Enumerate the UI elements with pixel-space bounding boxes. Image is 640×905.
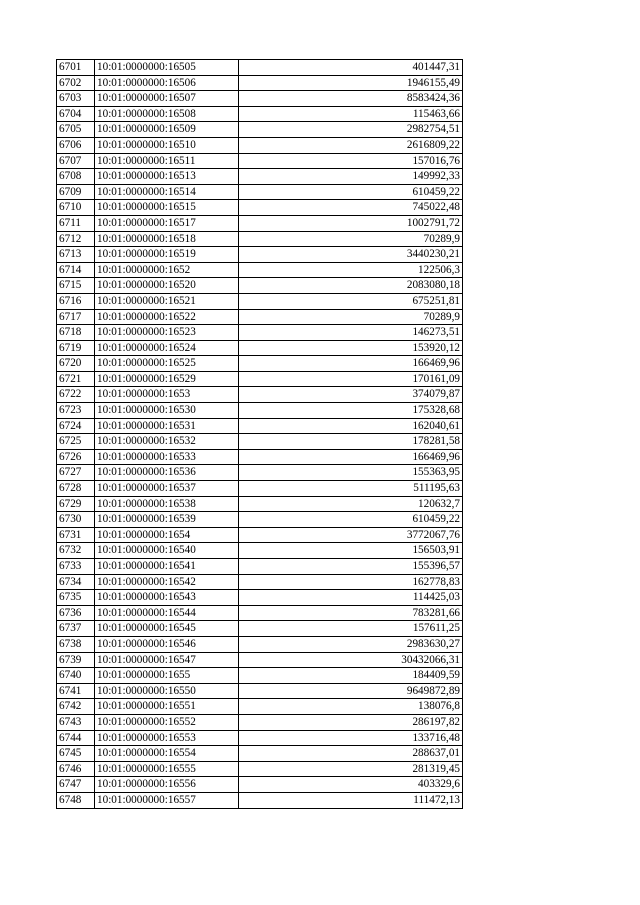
table-row <box>57 418 463 434</box>
row-number-cell: 6743 <box>57 714 95 730</box>
cadastral-number-cell: 10:01:0000000:16509 <box>95 122 239 138</box>
cadastral-number-cell: 10:01:0000000:16552 <box>95 714 239 730</box>
cadastral-number-cell: 10:01:0000000:16515 <box>95 200 239 216</box>
row-number-cell: 6736 <box>57 605 95 621</box>
value-cell: 610459,22 <box>239 512 463 528</box>
cadastral-number-cell: 10:01:0000000:16513 <box>95 169 239 185</box>
cadastral-number-cell: 10:01:0000000:16550 <box>95 683 239 699</box>
value-cell: 3440230,21 <box>239 247 463 263</box>
cadastral-number-cell: 10:01:0000000:16539 <box>95 512 239 528</box>
row-number-cell: 6713 <box>57 247 95 263</box>
row-number-cell: 6721 <box>57 371 95 387</box>
table-row <box>57 699 463 715</box>
value-cell: 8583424,36 <box>239 91 463 107</box>
value-cell: 162778,83 <box>239 574 463 590</box>
table-row <box>57 247 463 263</box>
row-number-cell: 6705 <box>57 122 95 138</box>
table-row <box>57 652 463 668</box>
row-number-cell: 6715 <box>57 278 95 294</box>
cadastral-number-cell: 10:01:0000000:16542 <box>95 574 239 590</box>
row-number-cell: 6702 <box>57 75 95 91</box>
cadastral-number-cell: 10:01:0000000:16554 <box>95 746 239 762</box>
table-row <box>57 106 463 122</box>
row-number-cell: 6746 <box>57 761 95 777</box>
table-row <box>57 481 463 497</box>
table-row <box>57 60 463 76</box>
value-cell: 156503,91 <box>239 543 463 559</box>
value-cell: 1002791,72 <box>239 215 463 231</box>
value-cell: 3772067,76 <box>239 527 463 543</box>
table-row <box>57 746 463 762</box>
row-number-cell: 6735 <box>57 590 95 606</box>
value-cell: 133716,48 <box>239 730 463 746</box>
row-number-cell: 6726 <box>57 449 95 465</box>
cadastral-number-cell: 10:01:0000000:16532 <box>95 434 239 450</box>
cadastral-number-cell: 10:01:0000000:16551 <box>95 699 239 715</box>
table-row <box>57 683 463 699</box>
row-number-cell: 6733 <box>57 559 95 575</box>
cadastral-number-cell: 10:01:0000000:16553 <box>95 730 239 746</box>
table-row <box>57 262 463 278</box>
cadastral-number-cell: 10:01:0000000:16523 <box>95 325 239 341</box>
cadastral-number-cell: 10:01:0000000:16543 <box>95 590 239 606</box>
table-row <box>57 527 463 543</box>
row-number-cell: 6710 <box>57 200 95 216</box>
value-cell: 122506,3 <box>239 262 463 278</box>
table-row <box>57 137 463 153</box>
value-cell: 162040,61 <box>239 418 463 434</box>
table-row <box>57 668 463 684</box>
table-row <box>57 293 463 309</box>
value-cell: 166469,96 <box>239 356 463 372</box>
table-row <box>57 169 463 185</box>
table-row <box>57 761 463 777</box>
row-number-cell: 6703 <box>57 91 95 107</box>
row-number-cell: 6701 <box>57 60 95 76</box>
value-cell: 783281,66 <box>239 605 463 621</box>
cadastral-number-cell: 10:01:0000000:16510 <box>95 137 239 153</box>
cadastral-number-cell: 10:01:0000000:16507 <box>95 91 239 107</box>
cadastral-number-cell: 10:01:0000000:16506 <box>95 75 239 91</box>
value-cell: 166469,96 <box>239 449 463 465</box>
table-row <box>57 387 463 403</box>
table-row <box>57 777 463 793</box>
value-cell: 281319,45 <box>239 761 463 777</box>
value-cell: 153920,12 <box>239 340 463 356</box>
row-number-cell: 6738 <box>57 636 95 652</box>
table-body <box>57 60 463 809</box>
cadastral-number-cell: 10:01:0000000:16508 <box>95 106 239 122</box>
table-row <box>57 122 463 138</box>
value-cell: 2083080,18 <box>239 278 463 294</box>
value-cell: 111472,13 <box>239 792 463 808</box>
value-cell: 675251,81 <box>239 293 463 309</box>
row-number-cell: 6742 <box>57 699 95 715</box>
row-number-cell: 6718 <box>57 325 95 341</box>
table-row <box>57 465 463 481</box>
row-number-cell: 6722 <box>57 387 95 403</box>
cadastral-number-cell: 10:01:0000000:1654 <box>95 527 239 543</box>
value-cell: 610459,22 <box>239 184 463 200</box>
row-number-cell: 6711 <box>57 215 95 231</box>
cadastral-number-cell: 10:01:0000000:16514 <box>95 184 239 200</box>
cadastral-number-cell: 10:01:0000000:16519 <box>95 247 239 263</box>
row-number-cell: 6717 <box>57 309 95 325</box>
cadastral-number-cell: 10:01:0000000:16540 <box>95 543 239 559</box>
cadastral-number-cell: 10:01:0000000:1653 <box>95 387 239 403</box>
cadastral-number-cell: 10:01:0000000:16521 <box>95 293 239 309</box>
cadastral-number-cell: 10:01:0000000:16541 <box>95 559 239 575</box>
table-row <box>57 714 463 730</box>
row-number-cell: 6727 <box>57 465 95 481</box>
value-cell: 2982754,51 <box>239 122 463 138</box>
value-cell: 155363,95 <box>239 465 463 481</box>
value-cell: 175328,68 <box>239 403 463 419</box>
value-cell: 155396,57 <box>239 559 463 575</box>
cadastral-number-cell: 10:01:0000000:16556 <box>95 777 239 793</box>
table-row <box>57 559 463 575</box>
value-cell: 70289,9 <box>239 309 463 325</box>
table-row <box>57 636 463 652</box>
table-row <box>57 309 463 325</box>
row-number-cell: 6708 <box>57 169 95 185</box>
row-number-cell: 6716 <box>57 293 95 309</box>
row-number-cell: 6707 <box>57 153 95 169</box>
table-row <box>57 200 463 216</box>
value-cell: 70289,9 <box>239 231 463 247</box>
row-number-cell: 6728 <box>57 481 95 497</box>
value-cell: 120632,7 <box>239 496 463 512</box>
value-cell: 184409,59 <box>239 668 463 684</box>
row-number-cell: 6712 <box>57 231 95 247</box>
table-row <box>57 496 463 512</box>
row-number-cell: 6723 <box>57 403 95 419</box>
table-row <box>57 434 463 450</box>
cadastral-number-cell: 10:01:0000000:16536 <box>95 465 239 481</box>
table-row <box>57 340 463 356</box>
table-row <box>57 543 463 559</box>
table-row <box>57 325 463 341</box>
table-row <box>57 512 463 528</box>
value-cell: 1946155,49 <box>239 75 463 91</box>
cadastral-number-cell: 10:01:0000000:16530 <box>95 403 239 419</box>
table-row <box>57 574 463 590</box>
cadastral-number-cell: 10:01:0000000:16531 <box>95 418 239 434</box>
table-row <box>57 730 463 746</box>
cadastral-number-cell: 10:01:0000000:16545 <box>95 621 239 637</box>
row-number-cell: 6730 <box>57 512 95 528</box>
value-cell: 115463,66 <box>239 106 463 122</box>
table-row <box>57 792 463 808</box>
table-row <box>57 590 463 606</box>
row-number-cell: 6739 <box>57 652 95 668</box>
row-number-cell: 6706 <box>57 137 95 153</box>
table-row <box>57 153 463 169</box>
table-row <box>57 356 463 372</box>
row-number-cell: 6737 <box>57 621 95 637</box>
row-number-cell: 6719 <box>57 340 95 356</box>
cadastral-number-cell: 10:01:0000000:16511 <box>95 153 239 169</box>
data-table <box>56 59 463 809</box>
table-row <box>57 449 463 465</box>
value-cell: 157611,25 <box>239 621 463 637</box>
cadastral-number-cell: 10:01:0000000:16544 <box>95 605 239 621</box>
value-cell: 170161,09 <box>239 371 463 387</box>
value-cell: 288637,01 <box>239 746 463 762</box>
row-number-cell: 6745 <box>57 746 95 762</box>
table-row <box>57 403 463 419</box>
row-number-cell: 6740 <box>57 668 95 684</box>
cadastral-number-cell: 10:01:0000000:16524 <box>95 340 239 356</box>
table-row <box>57 621 463 637</box>
table-row <box>57 215 463 231</box>
table-row <box>57 231 463 247</box>
row-number-cell: 6744 <box>57 730 95 746</box>
value-cell: 403329,6 <box>239 777 463 793</box>
cadastral-number-cell: 10:01:0000000:1652 <box>95 262 239 278</box>
value-cell: 511195,63 <box>239 481 463 497</box>
row-number-cell: 6704 <box>57 106 95 122</box>
cadastral-number-cell: 10:01:0000000:1655 <box>95 668 239 684</box>
row-number-cell: 6748 <box>57 792 95 808</box>
table-row <box>57 605 463 621</box>
value-cell: 401447,31 <box>239 60 463 76</box>
value-cell: 138076,8 <box>239 699 463 715</box>
cadastral-number-cell: 10:01:0000000:16546 <box>95 636 239 652</box>
table-row <box>57 75 463 91</box>
row-number-cell: 6709 <box>57 184 95 200</box>
value-cell: 2616809,22 <box>239 137 463 153</box>
value-cell: 9649872,89 <box>239 683 463 699</box>
value-cell: 745022,48 <box>239 200 463 216</box>
cadastral-number-cell: 10:01:0000000:16555 <box>95 761 239 777</box>
cadastral-number-cell: 10:01:0000000:16533 <box>95 449 239 465</box>
row-number-cell: 6720 <box>57 356 95 372</box>
cadastral-number-cell: 10:01:0000000:16525 <box>95 356 239 372</box>
row-number-cell: 6731 <box>57 527 95 543</box>
cadastral-number-cell: 10:01:0000000:16537 <box>95 481 239 497</box>
cadastral-number-cell: 10:01:0000000:16518 <box>95 231 239 247</box>
row-number-cell: 6734 <box>57 574 95 590</box>
value-cell: 146273,51 <box>239 325 463 341</box>
row-number-cell: 6725 <box>57 434 95 450</box>
table-row <box>57 371 463 387</box>
cadastral-number-cell: 10:01:0000000:16547 <box>95 652 239 668</box>
value-cell: 30432066,31 <box>239 652 463 668</box>
table-row <box>57 278 463 294</box>
cadastral-number-cell: 10:01:0000000:16529 <box>95 371 239 387</box>
table-row <box>57 184 463 200</box>
cadastral-number-cell: 10:01:0000000:16538 <box>95 496 239 512</box>
row-number-cell: 6729 <box>57 496 95 512</box>
row-number-cell: 6747 <box>57 777 95 793</box>
row-number-cell: 6724 <box>57 418 95 434</box>
value-cell: 286197,82 <box>239 714 463 730</box>
cadastral-number-cell: 10:01:0000000:16505 <box>95 60 239 76</box>
value-cell: 157016,76 <box>239 153 463 169</box>
value-cell: 2983630,27 <box>239 636 463 652</box>
value-cell: 178281,58 <box>239 434 463 450</box>
cadastral-number-cell: 10:01:0000000:16557 <box>95 792 239 808</box>
row-number-cell: 6741 <box>57 683 95 699</box>
value-cell: 374079,87 <box>239 387 463 403</box>
row-number-cell: 6732 <box>57 543 95 559</box>
value-cell: 114425,03 <box>239 590 463 606</box>
cadastral-number-cell: 10:01:0000000:16520 <box>95 278 239 294</box>
cadastral-number-cell: 10:01:0000000:16517 <box>95 215 239 231</box>
value-cell: 149992,33 <box>239 169 463 185</box>
row-number-cell: 6714 <box>57 262 95 278</box>
table-row <box>57 91 463 107</box>
cadastral-number-cell: 10:01:0000000:16522 <box>95 309 239 325</box>
